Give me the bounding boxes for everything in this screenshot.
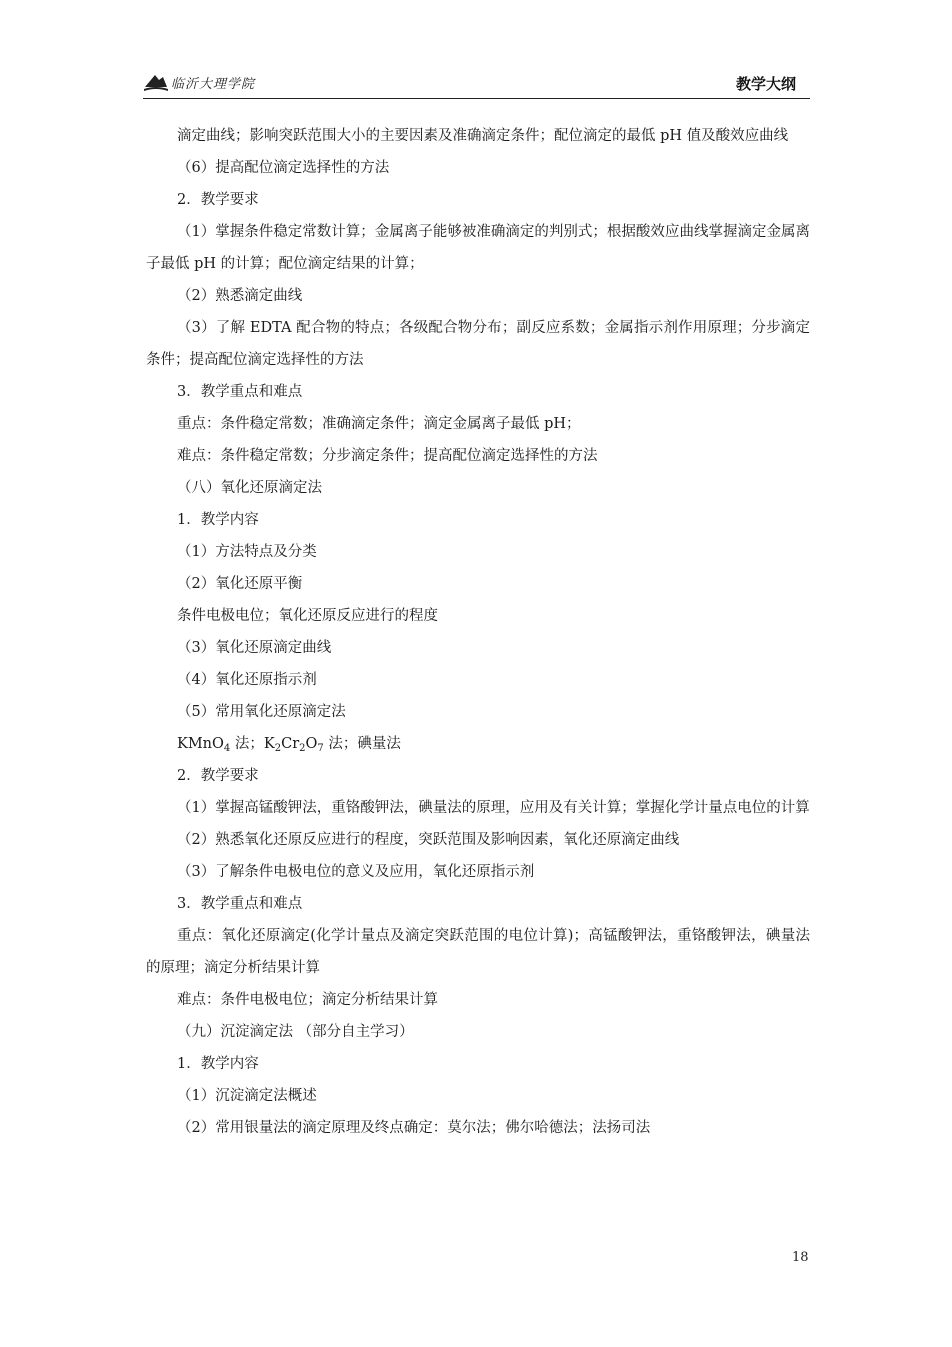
list-item: 难点：条件电极电位；滴定分析结果计算: [177, 992, 438, 1008]
page-header: [143, 66, 810, 99]
paragraph: （1）掌握条件稳定常数计算；金属离子能够被准确滴定的判别式；根据酸效应曲线掌握滴定金属离子最低 pH 的计算；配位滴定结果的计算；: [146, 224, 810, 272]
chapter-heading: （八）氧化还原滴定法: [177, 480, 322, 496]
list-item: （2）氧化还原平衡: [177, 576, 303, 592]
list-item: （5）常用氧化还原滴定法: [177, 704, 346, 720]
list-item: （3）了解条件电极电位的意义及应用，氧化还原指示剂: [177, 864, 535, 880]
chapter-heading: （九）沉淀滴定法 （部分自主学习）: [177, 1024, 414, 1040]
list-item: （2）熟悉氧化还原反应进行的程度，突跃范围及影响因素，氧化还原滴定曲线: [177, 832, 680, 848]
logo-text: 临沂大理学院: [171, 76, 256, 92]
section-heading: 1．教学内容: [177, 512, 259, 528]
list-item: （3）氧化还原滴定曲线: [177, 640, 332, 656]
paragraph: 滴定曲线；影响突跃范围大小的主要因素及准确滴定条件；配位滴定的最低 pH 值及酸效应曲线: [177, 128, 789, 144]
paragraph: 重点：氧化还原滴定(化学计量点及滴定突跃范围的电位计算)；高锰酸钾法，重铬酸钾法，碘量法的原理；滴定分析结果计算: [146, 928, 810, 976]
list-item: （4）氧化还原指示剂: [177, 672, 317, 688]
section-heading: 2．教学要求: [177, 192, 259, 208]
subsection-item: （6）提高配位滴定选择性的方法: [177, 160, 390, 176]
formula-line: KMnO$_4$ 法；$K_2Cr_2O_7$ 法；碘量法: [177, 736, 401, 754]
list-item: （2）熟悉滴定曲线: [177, 288, 303, 304]
document-body: [146, 120, 810, 1144]
list-item: 难点：条件稳定常数；分步滴定条件；提高配位滴定选择性的方法: [177, 448, 598, 464]
header-title: 教学大纲: [735, 75, 796, 93]
list-item: （2）常用银量法的滴定原理及终点确定：莫尔法；佛尔哈德法；法扬司法: [177, 1120, 651, 1136]
section-heading: 1．教学内容: [177, 1056, 259, 1072]
list-item: （1）方法特点及分类: [177, 544, 317, 560]
page-number: 18: [792, 1250, 809, 1265]
list-item: 重点：条件稳定常数；准确滴定条件；滴定金属离子最低 pH；: [177, 416, 581, 432]
section-heading: 3．教学重点和难点: [177, 384, 303, 400]
section-heading: 3．教学重点和难点: [177, 896, 303, 912]
paragraph: （1）掌握高锰酸钾法，重铬酸钾法，碘量法的原理，应用及有关计算；掌握化学计量点电位的计算: [177, 800, 810, 816]
list-item: 条件电极电位；氧化还原反应进行的程度: [177, 608, 438, 624]
paragraph: （3）了解 EDTA 配合物的特点；各级配合物分布；副反应系数；金属指示剂作用原理；分步滴定条件；提高配位滴定选择性的方法: [146, 320, 810, 368]
university-logo: [143, 70, 255, 94]
list-item: （1）沉淀滴定法概述: [177, 1088, 317, 1104]
logo-mark-icon: [143, 71, 169, 93]
section-heading: 2．教学要求: [177, 768, 259, 784]
